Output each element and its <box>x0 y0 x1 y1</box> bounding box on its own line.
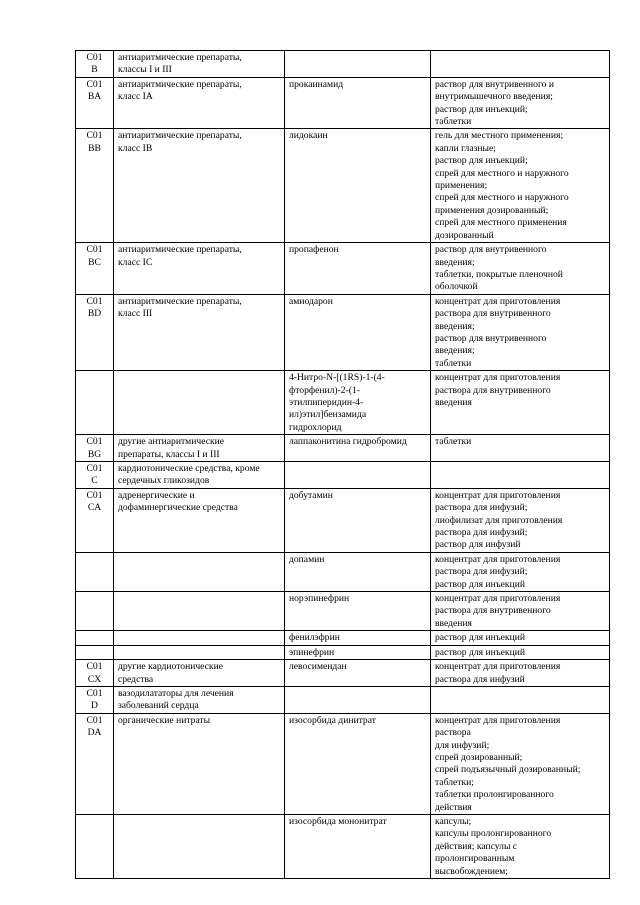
dosage-form-line: раствор для инъекций <box>435 632 525 644</box>
drug-name-cell <box>285 552 431 591</box>
drug-name-cell <box>285 243 431 295</box>
drug-name-line: добутамин <box>289 489 333 501</box>
atc-group-line: кардиотонические средства, кроме <box>118 463 260 474</box>
atc-group-line: адренергические и <box>118 489 195 501</box>
atc-code-cell <box>76 435 114 462</box>
dosage-form-line: таблетки <box>435 436 472 448</box>
table-row <box>76 435 610 462</box>
atc-code-cell <box>76 51 114 78</box>
atc-code-line: CX <box>87 673 102 685</box>
atc-code-line: C01 <box>86 52 103 63</box>
drug-name-line: лаппаконитина гидробромид <box>289 436 407 448</box>
atc-group-line: дофаминергические средства <box>118 502 238 514</box>
drug-name-line: левосимендан <box>289 661 347 673</box>
atc-group-cell <box>114 660 285 687</box>
atc-code-line: C01 <box>86 295 103 307</box>
table-row <box>76 552 610 591</box>
atc-code-cell <box>76 713 114 814</box>
drug-name-cell <box>285 294 431 370</box>
dosage-form-line: раствора для внутривенного <box>435 605 551 617</box>
dosage-form-line: спрей для местного применения <box>435 217 567 229</box>
dosage-form-line: раствор для внутривенного <box>435 332 547 344</box>
atc-code-line: BD <box>87 308 102 320</box>
table-row <box>76 51 610 78</box>
drug-name-cell <box>285 631 431 645</box>
table-row <box>76 686 610 713</box>
atc-code-line: C01 <box>86 244 103 256</box>
drug-name-line: прокаинамид <box>289 78 344 90</box>
dosage-form-line: концентрат для приготовления <box>435 489 561 501</box>
atc-group-cell <box>114 713 285 814</box>
atc-group-line: антиаритмические препараты, <box>118 52 242 63</box>
dosage-form-line: концентрат для приготовления <box>435 553 561 565</box>
drug-name-line: фенилэфрин <box>289 632 340 644</box>
atc-code-cell <box>76 660 114 687</box>
drug-name-cell <box>285 435 431 462</box>
atc-code-cell <box>76 77 114 129</box>
table-row <box>76 660 610 687</box>
atc-code-line: C01 <box>86 130 103 142</box>
atc-code-line: D <box>91 700 98 712</box>
table-row <box>76 814 610 878</box>
dosage-form-cell <box>431 435 610 462</box>
atc-code-line: C <box>91 475 98 487</box>
dosage-form-cell <box>431 462 610 489</box>
atc-group-cell <box>114 243 285 295</box>
atc-group-line: классы I и III <box>118 64 172 76</box>
table-row <box>76 77 610 129</box>
dosage-form-line: действия <box>435 801 472 813</box>
atc-code-line: BB <box>88 142 101 154</box>
atc-group-line: другие антиаритмические <box>118 436 225 448</box>
atc-code-cell <box>76 645 114 659</box>
atc-code-cell <box>76 129 114 243</box>
dosage-form-line: концентрат для приготовления <box>435 593 561 605</box>
atc-code-line: C01 <box>86 78 103 90</box>
atc-group-line: заболеваний сердца <box>118 700 199 712</box>
atc-code-cell <box>76 294 114 370</box>
dosage-form-cell <box>431 645 610 659</box>
drug-name-line: норэпинефрин <box>289 593 350 605</box>
dosage-form-line: капсулы; <box>435 815 472 827</box>
dosage-form-line: гель для местного применения; <box>435 130 564 142</box>
dosage-form-line: дозированный <box>435 229 494 241</box>
atc-group-line: сердечных гликозидов <box>118 475 210 487</box>
atc-code-line: C01 <box>86 661 103 673</box>
dosage-form-line: спрей дозированный; <box>435 751 523 763</box>
atc-group-cell <box>114 645 285 659</box>
dosage-form-line: раствор для внутривенного <box>435 244 547 256</box>
atc-code-cell <box>76 592 114 631</box>
dosage-form-line: действия; капсулы с <box>435 840 518 852</box>
dosage-form-line: введения; <box>435 320 475 332</box>
drug-name-cell <box>285 77 431 129</box>
atc-group-line: антиаритмические препараты, <box>118 130 242 142</box>
dosage-form-line: раствора для инфузий; <box>435 502 528 514</box>
dosage-form-line: раствора <box>435 727 471 739</box>
dosage-form-line: концентрат для приготовления <box>435 714 561 726</box>
dosage-form-cell <box>431 660 610 687</box>
drug-name-cell <box>285 592 431 631</box>
atc-code-cell <box>76 552 114 591</box>
dosage-form-cell <box>431 77 610 129</box>
dosage-form-line: капли глазные; <box>435 142 496 154</box>
dosage-form-line: раствор для инъекций <box>435 578 525 590</box>
dosage-form-line: пролонгированным <box>435 853 515 865</box>
atc-code-line: CA <box>87 502 102 514</box>
dosage-form-line: оболочкой <box>435 281 478 293</box>
atc-group-cell <box>114 631 285 645</box>
dosage-form-line: спрей для местного и наружного <box>435 167 569 179</box>
dosage-form-line: внутримышечного введения; <box>435 91 553 103</box>
drug-name-line: пропафенон <box>289 244 339 256</box>
dosage-form-line: раствора для инфузий; <box>435 527 528 539</box>
drug-name-cell <box>285 462 431 489</box>
atc-code-line: C01 <box>86 489 103 501</box>
atc-code-line: BC <box>88 256 101 268</box>
atc-group-line: класс IB <box>118 142 153 154</box>
dosage-form-line: применения дозированный; <box>435 204 549 216</box>
table-row <box>76 129 610 243</box>
dosage-form-line: раствор для инъекций; <box>435 155 528 167</box>
table-row <box>76 462 610 489</box>
dosage-form-line: применения; <box>435 180 488 192</box>
drug-name-cell <box>285 713 431 814</box>
drug-name-line: ил)этил]бензамида <box>289 409 367 421</box>
medicines-table-body <box>76 51 610 879</box>
atc-group-cell <box>114 814 285 878</box>
atc-group-line: антиаритмические препараты, <box>118 244 242 256</box>
atc-group-cell <box>114 552 285 591</box>
atc-group-cell <box>114 51 285 78</box>
dosage-form-line: введения; <box>435 256 475 268</box>
atc-group-cell <box>114 435 285 462</box>
drug-name-line: этилпиперидин-4- <box>289 396 364 408</box>
atc-group-cell <box>114 592 285 631</box>
drug-name-line: гидрохлорид <box>289 421 342 433</box>
dosage-form-cell <box>431 294 610 370</box>
dosage-form-line: введения <box>435 617 472 629</box>
dosage-form-line: спрей подъязычный дозированный; <box>435 764 581 776</box>
dosage-form-line: раствор для инфузий <box>435 539 521 551</box>
dosage-form-cell <box>431 488 610 552</box>
dosage-form-cell <box>431 592 610 631</box>
atc-code-cell <box>76 686 114 713</box>
dosage-form-line: раствора для инфузий; <box>435 566 528 578</box>
drug-name-cell <box>285 686 431 713</box>
dosage-form-line: таблетки <box>435 116 472 128</box>
dosage-form-line: таблетки пролонгированного <box>435 789 554 801</box>
dosage-form-line: таблетки; <box>435 776 474 788</box>
drug-name-line: изосорбида мононитрат <box>289 815 387 827</box>
atc-code-line: DA <box>87 727 102 739</box>
atc-code-line: BG <box>87 448 102 460</box>
drug-name-line: эпинефрин <box>289 646 335 658</box>
dosage-form-cell <box>431 631 610 645</box>
drug-name-line: допамин <box>289 553 325 565</box>
dosage-form-cell <box>431 686 610 713</box>
table-row <box>76 243 610 295</box>
atc-code-cell <box>76 814 114 878</box>
drug-name-line: фторфенил)-2-(1- <box>289 384 360 396</box>
table-row <box>76 488 610 552</box>
atc-group-line: органические нитраты <box>118 714 211 726</box>
dosage-form-line: концентрат для приготовления <box>435 295 561 307</box>
medicines-table <box>75 50 610 879</box>
atc-code-cell <box>76 371 114 435</box>
dosage-form-line: раствора для инфузий <box>435 673 525 685</box>
table-row <box>76 713 610 814</box>
table-row <box>76 592 610 631</box>
atc-group-line: класс III <box>118 308 153 320</box>
atc-group-cell <box>114 488 285 552</box>
dosage-form-cell <box>431 371 610 435</box>
dosage-form-line: капсулы пролонгированного <box>435 828 552 840</box>
atc-group-line: препараты, классы I и III <box>118 448 220 460</box>
dosage-form-line: спрей для местного и наружного <box>435 192 569 204</box>
dosage-form-line: введения <box>435 396 472 408</box>
dosage-form-cell <box>431 129 610 243</box>
dosage-form-cell <box>431 552 610 591</box>
atc-code-line: C01 <box>86 714 103 726</box>
dosage-form-line: таблетки, покрытые пленочной <box>435 268 563 280</box>
drug-name-cell <box>285 51 431 78</box>
dosage-form-line: раствор для инъекций; <box>435 103 528 115</box>
drug-name-line: амиодарон <box>289 295 333 307</box>
drug-name-line: лидокаин <box>289 130 328 142</box>
atc-group-line: другие кардиотонические <box>118 661 223 673</box>
atc-group-line: класс IA <box>118 91 153 103</box>
dosage-form-cell <box>431 51 610 78</box>
dosage-form-line: концентрат для приготовления <box>435 661 561 673</box>
drug-name-cell <box>285 645 431 659</box>
atc-group-line: средства <box>118 673 154 685</box>
atc-code-line: C01 <box>86 463 103 474</box>
atc-group-cell <box>114 294 285 370</box>
atc-group-cell <box>114 129 285 243</box>
dosage-form-line: раствора для внутривенного <box>435 308 551 320</box>
atc-group-line: вазодилататоры для лечения <box>118 687 234 699</box>
table-row <box>76 645 610 659</box>
atc-group-cell <box>114 77 285 129</box>
drug-name-line: 4-Нитро-N-[(1RS)-1-(4- <box>289 372 385 384</box>
dosage-form-cell <box>431 243 610 295</box>
table-row <box>76 631 610 645</box>
atc-code-line: B <box>91 64 98 76</box>
atc-group-cell <box>114 462 285 489</box>
atc-group-cell <box>114 371 285 435</box>
atc-group-line: антиаритмические препараты, <box>118 295 242 307</box>
drug-name-cell <box>285 488 431 552</box>
dosage-form-line: высвобождением; <box>435 865 508 877</box>
dosage-form-cell <box>431 713 610 814</box>
dosage-form-line: для инфузий; <box>435 739 490 751</box>
atc-code-line: C01 <box>86 436 103 448</box>
atc-code-line: C01 <box>86 687 103 699</box>
drug-name-line: изосорбида динитрат <box>289 714 376 726</box>
dosage-form-line: введения; <box>435 345 475 357</box>
drug-name-cell <box>285 814 431 878</box>
dosage-form-line: концентрат для приготовления <box>435 372 561 384</box>
table-row <box>76 371 610 435</box>
dosage-form-line: таблетки <box>435 357 472 369</box>
drug-name-cell <box>285 129 431 243</box>
atc-code-cell <box>76 243 114 295</box>
atc-code-cell <box>76 488 114 552</box>
atc-group-line: класс IC <box>118 256 153 268</box>
dosage-form-cell <box>431 814 610 878</box>
drug-name-cell <box>285 660 431 687</box>
dosage-form-line: раствора для внутривенного <box>435 384 551 396</box>
atc-code-line: BA <box>87 91 102 103</box>
dosage-form-line: раствор для инъекций <box>435 646 525 658</box>
atc-code-cell <box>76 462 114 489</box>
atc-group-cell <box>114 686 285 713</box>
dosage-form-line: лиофилизат для приготовления <box>435 514 563 526</box>
table-row <box>76 294 610 370</box>
atc-code-cell <box>76 631 114 645</box>
dosage-form-line: раствор для внутривенного и <box>435 78 554 90</box>
drug-name-cell <box>285 371 431 435</box>
atc-group-line: антиаритмические препараты, <box>118 78 242 90</box>
